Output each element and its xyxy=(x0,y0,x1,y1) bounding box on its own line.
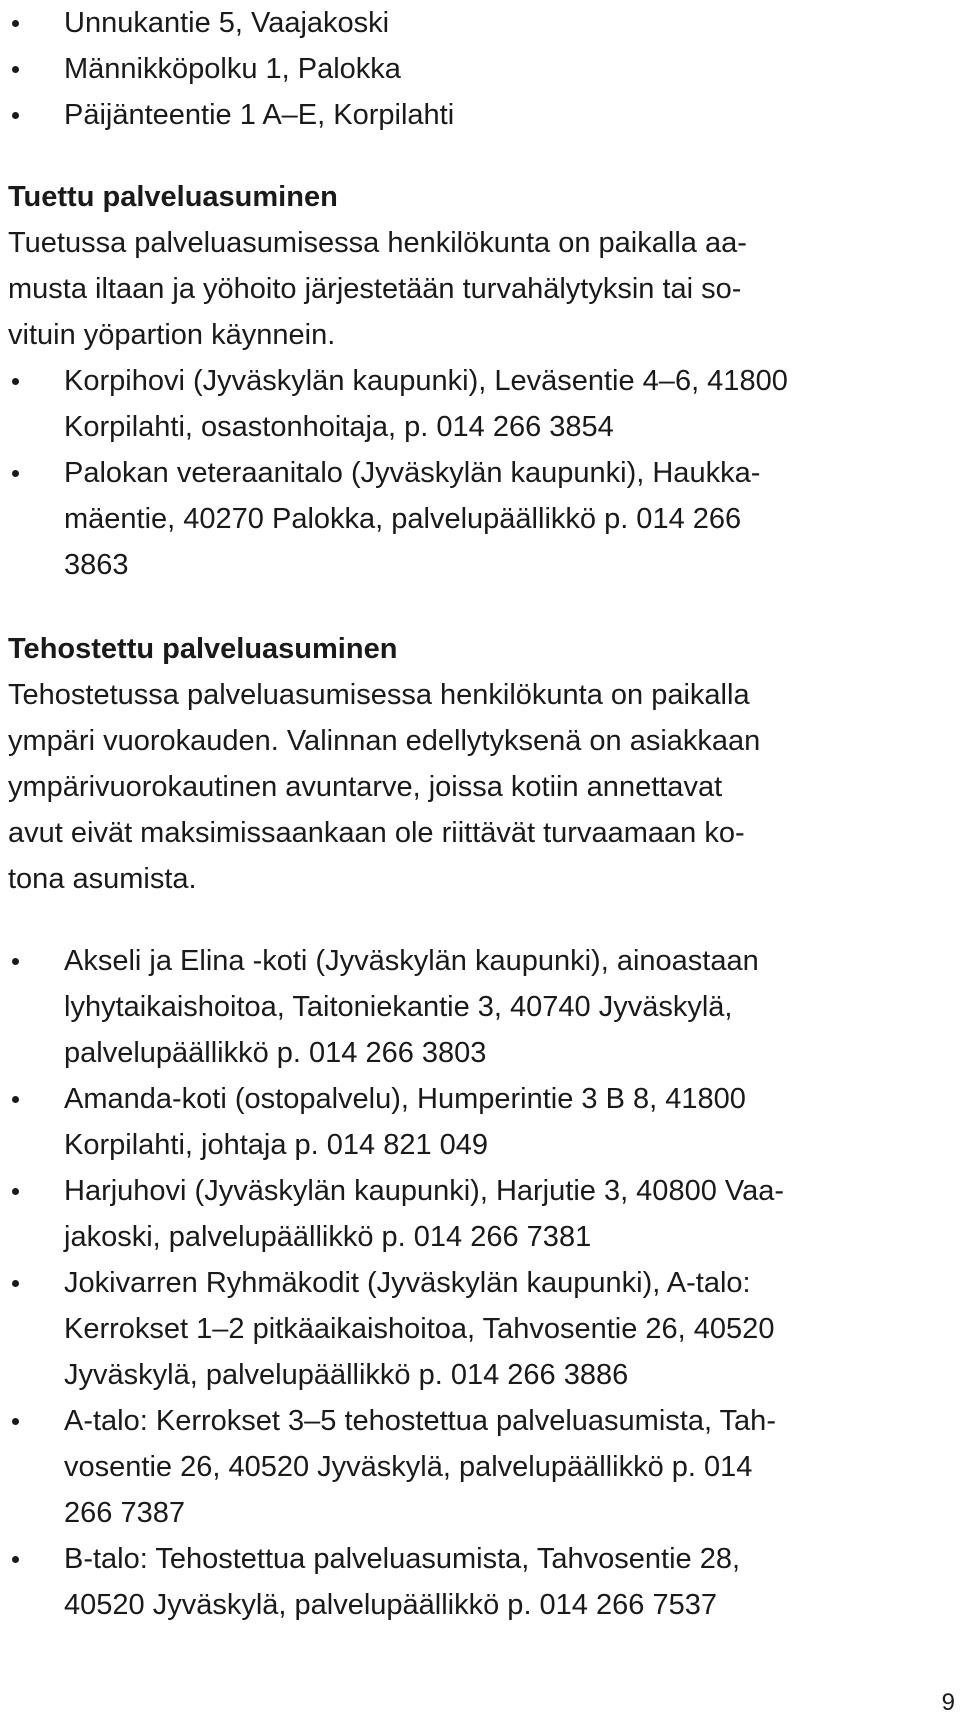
text-line: Jokivarren Ryhmäkodit (Jyväskylän kaupunki), A-talo: xyxy=(64,1267,751,1299)
spacer xyxy=(8,902,913,938)
section-paragraph xyxy=(8,220,913,358)
text-line: Korpilahti, osastonhoitaja, p. 014 266 3854 xyxy=(64,411,614,443)
text-line: tona asumista. xyxy=(8,863,197,895)
list-item xyxy=(8,0,913,46)
service-list xyxy=(8,938,913,1628)
text-line: ympäri vuorokauden. Valinnan edellytyksenä on asiakkaan xyxy=(8,725,761,757)
section-heading: Tehostettu palveluasuminen xyxy=(8,633,398,665)
section-heading: Tuettu palveluasuminen xyxy=(8,181,338,213)
text-line: Harjuhovi (Jyväskylän kaupunki), Harjutie 3, 40800 Vaa- xyxy=(64,1175,784,1207)
list-item xyxy=(8,1536,913,1628)
list-item xyxy=(8,92,913,138)
page-number: 9 xyxy=(941,1689,955,1716)
text-line: Jyväskylä, palvelupäällikkö p. 014 266 3886 xyxy=(64,1359,629,1391)
list-item xyxy=(8,1076,913,1168)
section-tehostettu-palveluasuminen xyxy=(8,626,913,1628)
text-line: avut eivät maksimissaankaan ole riittävät turvaamaan ko- xyxy=(8,817,745,849)
list-item xyxy=(8,938,913,1076)
text-line: Tehostetussa palveluasumisessa henkilökunta on paikalla xyxy=(8,679,750,711)
text-line: vosentie 26, 40520 Jyväskylä, palvelupäällikkö p. 014 xyxy=(64,1451,753,1483)
text-line: Palokan veteraanitalo (Jyväskylän kaupunki), Haukka- xyxy=(64,457,761,489)
document-page xyxy=(8,0,913,1628)
list-item xyxy=(8,46,913,92)
address-list-top xyxy=(8,0,913,138)
spacer xyxy=(8,138,913,174)
text-line: vituin yöpartion käynnein. xyxy=(8,319,336,351)
service-list xyxy=(8,358,913,588)
text-line: 266 7387 xyxy=(64,1497,185,1529)
text-line: Kerrokset 1–2 pitkäaikaishoitoa, Tahvosentie 26, 40520 xyxy=(64,1313,775,1345)
text-line: Männikköpolku 1, Palokka xyxy=(64,53,401,85)
list-item xyxy=(8,1398,913,1536)
spacer xyxy=(8,588,913,626)
text-line: Korpihovi (Jyväskylän kaupunki), Leväsentie 4–6, 41800 xyxy=(64,365,788,397)
section-tuettu-palveluasuminen xyxy=(8,174,913,588)
list-item xyxy=(8,358,913,450)
text-line: Korpilahti, johtaja p. 014 821 049 xyxy=(64,1129,489,1161)
text-line: Unnukantie 5, Vaajakoski xyxy=(64,7,390,39)
text-line: Päijänteentie 1 A–E, Korpilahti xyxy=(64,99,455,131)
text-line: lyhytaikaishoitoa, Taitoniekantie 3, 40740 Jyväskylä, xyxy=(64,991,733,1023)
text-line: 40520 Jyväskylä, palvelupäällikkö p. 014 266 7537 xyxy=(64,1589,717,1621)
text-line: ympärivuorokautinen avuntarve, joissa kotiin annettavat xyxy=(8,771,723,803)
text-line: Akseli ja Elina -koti (Jyväskylän kaupunki), ainoastaan xyxy=(64,945,759,977)
section-paragraph xyxy=(8,672,913,902)
text-line: mäentie, 40270 Palokka, palvelupäällikkö p. 014 266 xyxy=(64,503,742,535)
text-line: musta iltaan ja yöhoito järjestetään turvahälytyksin tai so- xyxy=(8,273,742,305)
list-item xyxy=(8,1260,913,1398)
text-line: Amanda-koti (ostopalvelu), Humperintie 3 B 8, 41800 xyxy=(64,1083,746,1115)
list-item xyxy=(8,450,913,588)
text-line: palvelupäällikkö p. 014 266 3803 xyxy=(64,1037,487,1069)
text-line: 3863 xyxy=(64,549,129,581)
text-line: jakoski, palvelupäällikkö p. 014 266 7381 xyxy=(64,1221,592,1253)
text-line: B-talo: Tehostettua palveluasumista, Tahvosentie 28, xyxy=(64,1543,741,1575)
text-line: Tuetussa palveluasumisessa henkilökunta on paikalla aa- xyxy=(8,227,747,259)
text-line: A-talo: Kerrokset 3–5 tehostettua palveluasumista, Tah- xyxy=(64,1405,776,1437)
list-item xyxy=(8,1168,913,1260)
